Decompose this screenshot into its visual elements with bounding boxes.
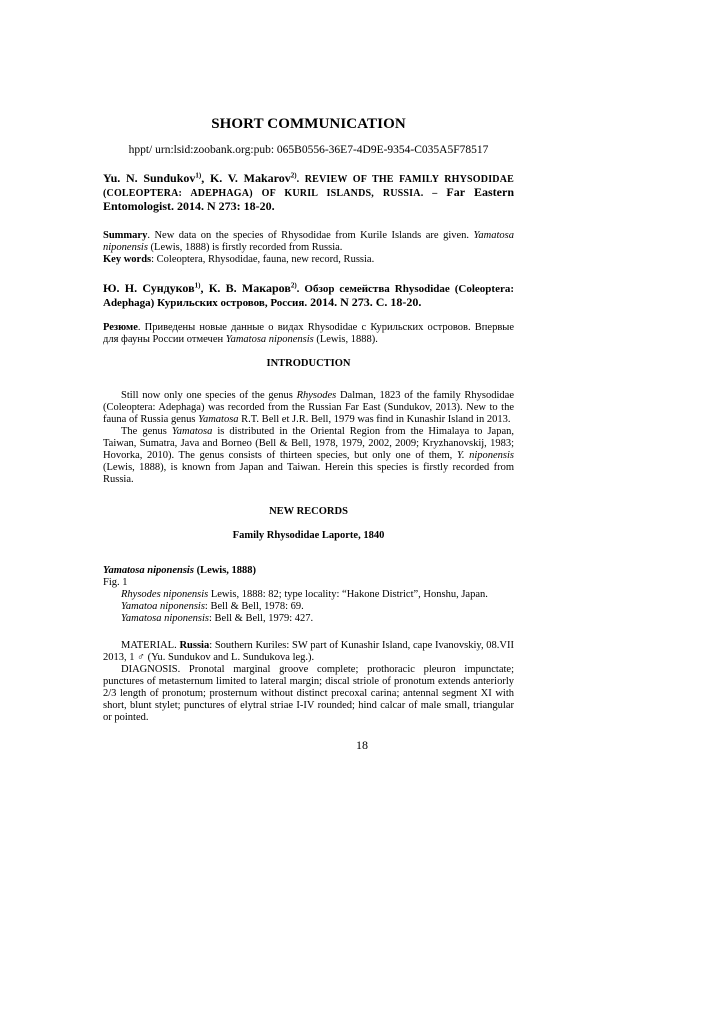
- author-2-affil: 2): [290, 171, 297, 180]
- species-name: Yamatosa niponensis: [103, 565, 194, 576]
- synonymy-list: [103, 589, 514, 625]
- intro-paragraph-1: [103, 390, 514, 426]
- introduction-heading: INTRODUCTION: [266, 358, 351, 369]
- intro-p2-c: (Lewis, 1888), is known from Japan and Taiwan. Herein this species is firstly recorded from Russia.: [103, 462, 514, 485]
- summary-paragraph: [103, 230, 514, 254]
- page-number: 18: [356, 738, 368, 752]
- figure-reference: Fig. 1: [103, 577, 128, 588]
- intro-p2-genus: Yamatosa: [171, 426, 213, 437]
- resume-paragraph: [103, 322, 514, 346]
- new-records-heading: NEW RECORDS: [269, 506, 348, 517]
- journal-citation-ru: 2014. N 273. С. 18-20.: [307, 295, 422, 309]
- author-separator-ru: ,: [200, 281, 209, 295]
- synonym-1-name: Rhysodes niponensis: [121, 589, 209, 600]
- keywords-label: Key words: [103, 254, 152, 265]
- synonym-3: [121, 613, 514, 625]
- intro-p1-c: R.T. Bell et J.R. Bell, 1979 was find in Kunashir Island in 2013.: [238, 414, 511, 425]
- keywords-paragraph: [103, 254, 514, 266]
- synonym-1-text: Lewis, 1888: 82; type locality: “Hakone District”, Honshu, Japan.: [208, 589, 488, 600]
- resume-text-2: (Lewis, 1888).: [313, 334, 378, 345]
- intro-p1-b: Dalman, 1823 of the family Rhysodidae (Coleoptera: Adephaga) was recorded from the Russian Far East (Sundukov, 2013). New to the fauna of Russia genus: [103, 390, 514, 425]
- author-1-ru: Ю. Н. Сундуков: [103, 281, 195, 295]
- synonym-1: [121, 589, 514, 601]
- summary-text-1: . New data on the species of Rhysodidae from Kurile Islands are given.: [147, 230, 474, 241]
- intro-p1-genus: Rhysodes: [296, 390, 337, 401]
- species-heading: [103, 565, 514, 577]
- intro-p1-a: Still now only one species of the genus: [121, 390, 297, 401]
- resume-species: Yamatosa niponensis: [225, 334, 314, 345]
- intro-paragraph-2: [103, 426, 514, 486]
- intro-p2-b: is distributed in the Oriental Region from the Himalaya to Japan, Taiwan, Sumatra, Java and Borneo (Bell & Bell, 1978, 1979, 2002, 2009; Kryzhanovskij, 1983; Hovorka, 2010). The genus consists of thirteen species, but only one of them,: [103, 426, 514, 461]
- author-1: Yu. N. Sundukov: [103, 171, 196, 185]
- synonym-2-text: : Bell & Bell, 1978: 69.: [204, 601, 304, 612]
- material-paragraph: [103, 640, 514, 664]
- summary-label: Summary: [103, 230, 148, 241]
- author-2-ru-affil: 2): [290, 281, 297, 290]
- species-author: (Lewis, 1888): [193, 565, 257, 576]
- intro-p2-a: The genus: [121, 426, 172, 437]
- diagnosis-paragraph: DIAGNOSIS. Pronotal marginal groove complete; prothoracic pleuron impunctate; punctures of metasternum limited to lateral margin; discal striole of pronotum extends anteriorly 2/3 length of pronotum; prosternum without distinct precoxal carina; antennal segment XI with short, blunt stylet; punctures of elytral striae I-IV rounded; hind calcar of male small, triangular or pointed.: [103, 664, 514, 723]
- article-title-en: . REVIEW OF THE FAMILY RHYSODIDAE (COLEOPTERA: ADEPHAGA) OF KURIL ISLANDS, RUSSIA. –: [103, 174, 515, 199]
- material-text: : Southern Kuriles: SW part of Kunashir Island, cape Ivanovskiy, 08.VII 2013, 1 ♂ (Yu. Sundukov and L. Sundukova leg.).: [103, 640, 514, 663]
- synonym-2: [121, 601, 514, 613]
- author-1-affil: 1): [195, 171, 202, 180]
- synonym-3-name: Yamatosa niponensis: [121, 613, 210, 624]
- author-separator: ,: [201, 171, 210, 185]
- family-heading: Family Rhysodidae Laporte, 1840: [232, 530, 385, 541]
- author-2: K. V. Makarov: [209, 171, 291, 185]
- zoobank-lsid: hppt/ urn:lsid:zoobank.org:pub: 065B0556-36E7-4D9E-9354-C035A5F78517: [128, 144, 489, 156]
- synonym-3-text: : Bell & Bell, 1979: 427.: [209, 613, 314, 624]
- intro-p2-species: Y. niponensis: [456, 450, 515, 461]
- intro-p1-genus2: Yamatosa: [198, 414, 239, 425]
- author-2-ru: К. В. Макаров: [208, 281, 291, 295]
- material-country: Russia: [179, 640, 210, 651]
- reference-english: [103, 172, 514, 214]
- keywords-text: : Coleoptera, Rhysodidae, fauna, new record, Russia.: [151, 254, 375, 265]
- author-1-ru-affil: 1): [194, 281, 201, 290]
- summary-text-2: (Lewis, 1888) is firstly recorded from Russia.: [147, 242, 343, 253]
- material-label: MATERIAL.: [121, 640, 180, 651]
- resume-text-1: . Приведены новые данные о видах Rhysodidae с Курильских островов. Впервые для фауны России отмечен: [103, 322, 514, 345]
- resume-label: Резюме: [103, 322, 138, 333]
- reference-russian: [103, 282, 514, 310]
- article-title-ru: . Обзор семейства Rhysodidae (Coleoptera: Adephaga) Курильских островов, Россия.: [103, 283, 515, 309]
- section-title: SHORT COMMUNICATION: [211, 116, 406, 132]
- summary-species: Yamatosa niponensis: [103, 230, 514, 253]
- journal-citation-en: Far Eastern Entomologist. 2014. N 273: 18-20.: [103, 185, 514, 213]
- synonym-2-name: Yamatoa niponensis: [121, 601, 205, 612]
- article-page: [103, 112, 514, 724]
